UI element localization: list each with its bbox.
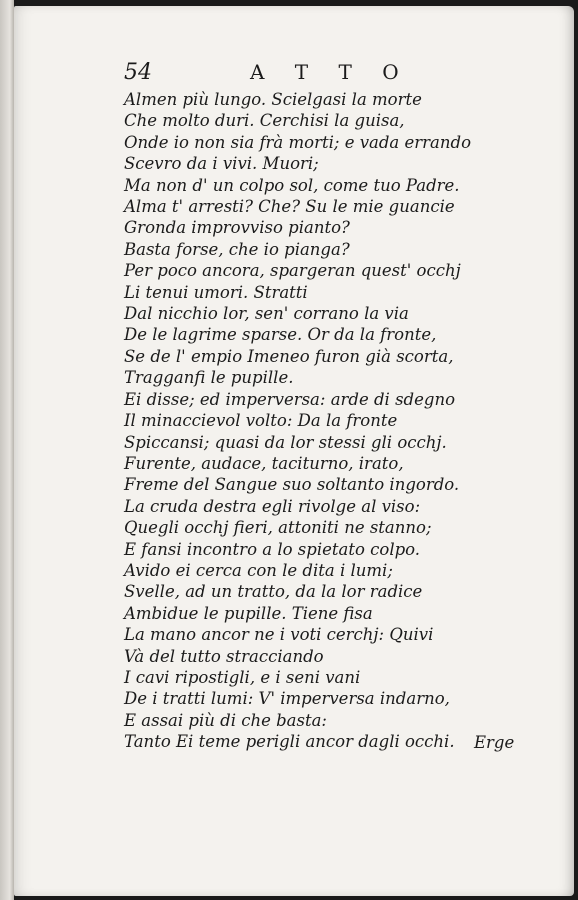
running-head: A T T O <box>250 60 411 84</box>
verse-line: Il minaccievol volto: Da la fronte <box>124 411 398 431</box>
verse-line: Almen più lungo. Scielgasi la morte <box>124 90 422 109</box>
verse-line: De le lagrime sparse. Or da la fronte, <box>124 325 437 345</box>
verse-line: Basta forse, che io pianga? <box>124 239 350 259</box>
verse-line: E assai più di che basta: <box>124 710 327 730</box>
page-number: 54 <box>124 60 152 85</box>
verse-line: Spiccansi; quasi da lor stessi gli occhj. <box>124 432 447 452</box>
verse-line: Gronda improvviso pianto? <box>124 218 350 238</box>
verse-line: Scevro da i vivi. Muori; <box>124 154 319 174</box>
page-header <box>124 60 424 88</box>
verse-line: Freme del Sangue suo soltanto ingordo. <box>124 475 460 495</box>
verse-line: Li tenui umori. Stratti <box>124 282 308 302</box>
verse-line: Che molto duri. Cerchisi la guisa, <box>124 111 405 131</box>
book-gutter-edge <box>0 0 14 900</box>
verse-line: La mano ancor ne i voti cerchj: Quivi <box>124 625 434 645</box>
verse-line: E fansi incontro a lo spietato colpo. <box>124 539 421 559</box>
verse-line: Quegli occhj fieri, attoniti ne stanno; <box>124 518 432 538</box>
verse-line: Alma t' arresti? Che? Su le mie guancie <box>124 197 455 217</box>
verse-line: Ambidue le pupille. Tiene fisa <box>124 603 373 623</box>
verse-line: Tanto Ei teme perigli ancor dagli occhi. <box>124 732 455 752</box>
verse-line: Và del tutto stracciando <box>124 646 324 666</box>
verse-line: Se de l' empio Imeneo furon già scorta, <box>124 346 454 366</box>
verse-line: De i tratti lumi: V' imperversa indarno, <box>124 689 450 709</box>
verse-line: Avido ei cerca con le dita i lumi; <box>124 560 393 580</box>
verse-line: I cavi ripostigli, e i seni vani <box>124 667 361 687</box>
verse-line: Ei disse; ed imperversa: arde di sdegno <box>124 389 455 409</box>
verse-line: Tragganfi le pupille. <box>124 368 294 388</box>
verse-line: Per poco ancora, spargeran quest' occhj <box>124 261 461 281</box>
catchword: Erge <box>474 733 515 752</box>
verse-line: Furente, audace, taciturno, irato, <box>124 453 404 473</box>
verse-line: La cruda destra egli rivolge al viso: <box>124 496 421 516</box>
verse-line: Svelle, ad un tratto, da la lor radice <box>124 582 423 602</box>
verse-line: Dal nicchio lor, sen' corrano la via <box>124 304 409 324</box>
verse-line: Onde io non sia frà morti; e vada errando <box>124 132 472 152</box>
verse-line: Ma non d' un colpo sol, come tuo Padre. <box>124 175 460 195</box>
verse-text <box>124 89 524 753</box>
